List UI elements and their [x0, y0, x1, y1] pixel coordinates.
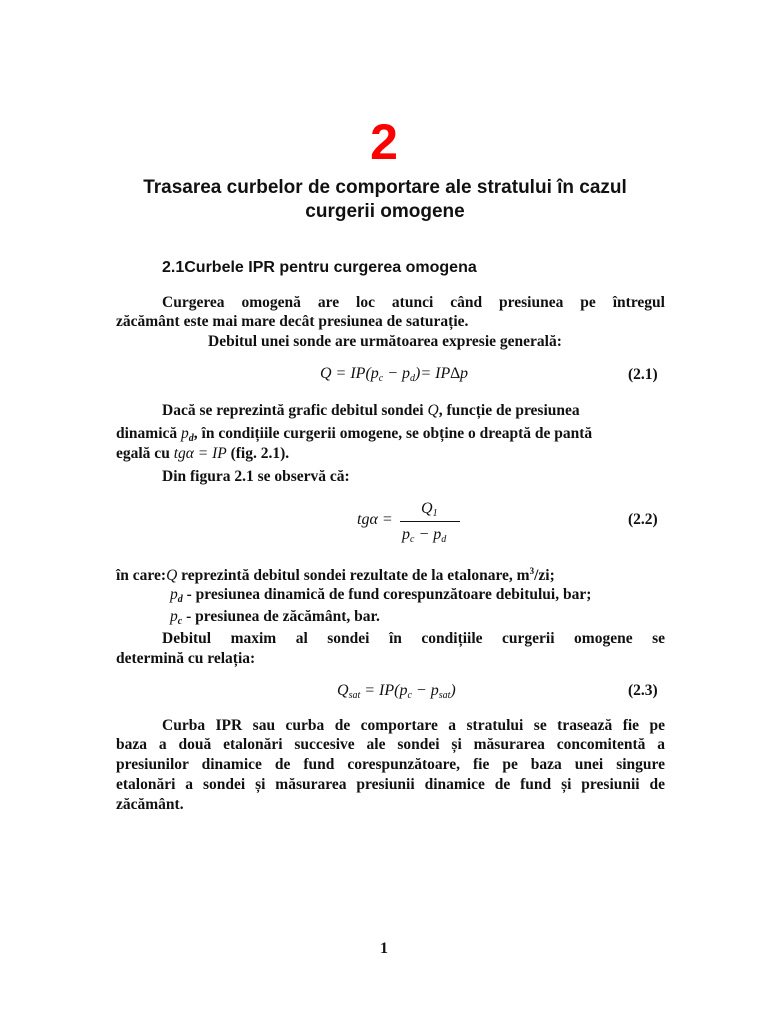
equation-2-2-numerator: $Q_1$: [421, 500, 438, 519]
chapter-title: [100, 176, 670, 224]
paragraph-6-line-5: zăcământ.: [116, 796, 184, 813]
paragraph-5-line-1: Debitul maxim al sondei în condițiile curgerii omogene se: [162, 630, 665, 647]
equation-number-2-3: (2.3): [628, 682, 658, 699]
equation-2-2-denominator: $p_c - p_d$: [402, 526, 447, 545]
fraction-bar: [400, 521, 460, 522]
paragraph-6-line-1: Curba IPR sau curba de comportare a stratului se trasează fie pe: [162, 717, 665, 734]
chapter-title-line-2: curgerii omogene: [305, 201, 465, 222]
equation-2-3: $Q_{sat} = IP(p_c - p_{sat})$: [337, 682, 456, 701]
equation-2-1: $Q = IP(p_c - p_d)= IP\Delta p$: [320, 365, 469, 384]
paragraph-3-line-2: dinamică $p_d$, în condițiile curgerii omogene, se obține o dreaptă de pantă: [116, 425, 593, 444]
where-line-q: în care:Q reprezintă debitul sondei rezultate de la etalonare, $m^3/zi$;: [116, 566, 555, 585]
paragraph-4-line-1: Din figura 2.1 se observă că:: [162, 468, 350, 485]
page-number: 1: [380, 940, 388, 957]
paragraph-3-line-3: egală cu tgα = IP (fig. 2.1).: [116, 445, 290, 462]
chapter-number: 2: [370, 114, 398, 170]
paragraph-2-line-1: Debitul unei sonde are următoarea expresie generală:: [208, 333, 562, 350]
paragraph-1-line-2: zăcământ este mai mare decât presiunea de saturație.: [116, 313, 469, 330]
chapter-title-line-1: Trasarea curbelor de comportare ale stratului în cazul: [143, 177, 627, 198]
paragraph-6-line-3: presiunilor dinamice de fund corespunzătoare, fie pe baza unei singure: [116, 756, 665, 773]
paragraph-6-line-2: baza a două etalonări succesive ale sondei și măsurarea concomitentă a: [116, 736, 665, 753]
equation-number-2-2: (2.2): [628, 511, 658, 528]
paragraph-3-line-1: Dacă se reprezintă grafic debitul sondei Q, funcție de presiunea: [162, 402, 580, 419]
where-line-pc: $p_c$ - presiunea de zăcământ, bar.: [170, 608, 380, 627]
paragraph-5-line-2: determină cu relația:: [116, 650, 256, 667]
section-heading: 2.1Curbele IPR pentru curgerea omogena: [162, 259, 477, 276]
where-line-pd: $p_d$ - presiunea dinamică de fund corespunzătoare debitului, bar;: [170, 586, 592, 605]
equation-number-2-1: (2.1): [628, 366, 658, 383]
paragraph-1-line-1: Curgerea omogenă are loc atunci când presiunea pe întregul: [162, 294, 665, 311]
paragraph-6-line-4: etalonări a sondei și măsurarea presiunii dinamice de fund și presiunii de: [116, 776, 665, 793]
equation-2-2-lhs: tgα =: [357, 511, 393, 528]
